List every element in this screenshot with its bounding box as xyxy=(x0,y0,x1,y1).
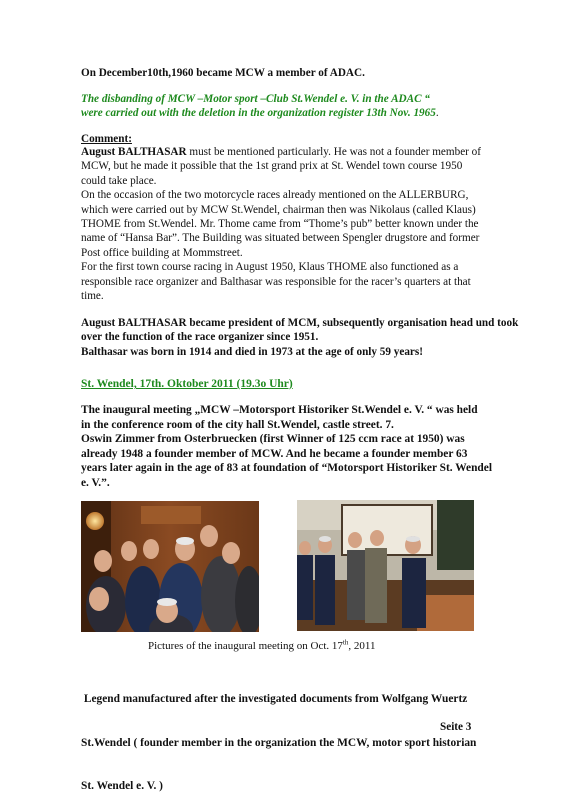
president-paragraph xyxy=(81,316,531,359)
comment-line-text: which were carried out by MCW St.Wendel, chairman then was Nikolaus (called Klaus) xyxy=(81,203,476,216)
comment-line xyxy=(81,260,531,274)
photo-caption xyxy=(148,640,375,652)
meeting-photo-right xyxy=(297,500,474,631)
president-line: Balthasar was born in 1914 and died in 1973 at the age of only 59 years! xyxy=(81,345,423,358)
comment-heading: Comment: xyxy=(81,133,132,145)
legend-paragraph xyxy=(81,663,531,808)
disbanding-text xyxy=(81,92,521,121)
disbanding-line-2 xyxy=(81,106,521,120)
section-heading-date: St. Wendel, 17th. Oktober 2011 (19.3o Uhr) xyxy=(81,378,293,390)
meeting-line: The inaugural meeting „MCW –Motorsport Historiker St.Wendel e. V. “ was held xyxy=(81,404,478,416)
meeting-paragraph xyxy=(81,403,531,490)
comment-line-text: For the first town course racing in August 1950, Klaus THOME also functioned as a xyxy=(81,261,459,274)
meeting-line: e. V.”. xyxy=(81,476,110,489)
meeting-line: years later again in the age of 83 at foundation of “Motorsport Historiker St. Wendel xyxy=(81,462,492,474)
meeting-line: in the conference room of the city hall St.Wendel, castle street. 7. xyxy=(81,418,394,431)
comment-line xyxy=(81,174,531,188)
disbanding-line-2-text: were carried out with the deletion in the organization register 13th Nov. 1965 xyxy=(81,107,436,120)
comment-line xyxy=(81,145,531,159)
comment-line-text: THOME from St.Wendel. Mr. Thome came from “Thome’s pub” better known under the xyxy=(81,218,479,231)
comment-line-text: must be mentioned particularly. He was not a founder member of xyxy=(186,146,482,158)
photo-caption-end: , 2011 xyxy=(348,640,376,652)
comment-line-text: MCW, but he made it possible that the 1st grand prix at St. Wendel town course 1950 xyxy=(81,160,463,173)
disbanding-line-1: The disbanding of MCW –Motor sport –Club St.Wendel e. V. in the ADAC “ xyxy=(81,93,430,105)
comment-line-text: Post office building at Mommstreet. xyxy=(81,246,243,259)
comment-line-text: name of “Hansa Bar”. The Building was situated between Spengler drugstore and former xyxy=(81,232,480,245)
legend-line: Legend manufactured after the investigated documents from Wolfgang Wuertz xyxy=(81,693,468,705)
meeting-photo-left xyxy=(81,501,259,632)
comment-body xyxy=(81,145,531,303)
comment-line xyxy=(81,217,531,231)
meeting-line: already 1948 a founder member of MCW. And he became a founder member 63 xyxy=(81,447,468,460)
comment-line xyxy=(81,188,531,202)
disbanding-line-2-end: . xyxy=(435,107,439,120)
president-line: over the function of the race organizer since 1951. xyxy=(81,331,319,344)
legend-line: St. Wendel e. V. ) xyxy=(81,780,163,792)
photo-caption-text: Pictures of the inaugural meeting on Oct. 17 xyxy=(148,640,343,652)
meeting-line: Oswin Zimmer from Osterbruecken (first Winner of 125 ccm race at 1950) was xyxy=(81,433,465,445)
comment-line xyxy=(81,159,531,173)
comment-line-bold: August BALTHASAR xyxy=(81,146,187,158)
president-line: August BALTHASAR became president of MCM, subsequently organisation head und took xyxy=(81,317,519,329)
adac-membership-text: On December10th,1960 became MCW a member of ADAC. xyxy=(81,67,365,79)
comment-line xyxy=(81,289,531,303)
legend-line: St.Wendel ( founder member in the organization the MCW, motor sport historian xyxy=(81,736,477,749)
comment-line-text: responsible race organizer and Balthasar was responsible for the racer’s quarters at that xyxy=(81,275,471,288)
comment-line xyxy=(81,275,531,289)
comment-line-text: could take place. xyxy=(81,174,157,187)
comment-line-text: On the occasion of the two motorcycle races already mentioned on the ALLERBURG, xyxy=(81,189,469,202)
comment-line xyxy=(81,246,531,260)
photo-caption-sup: th xyxy=(342,638,349,647)
comment-line xyxy=(81,203,531,217)
page-number: Seite 3 xyxy=(440,721,472,733)
comment-line xyxy=(81,231,531,245)
comment-line-text: time. xyxy=(81,290,104,303)
